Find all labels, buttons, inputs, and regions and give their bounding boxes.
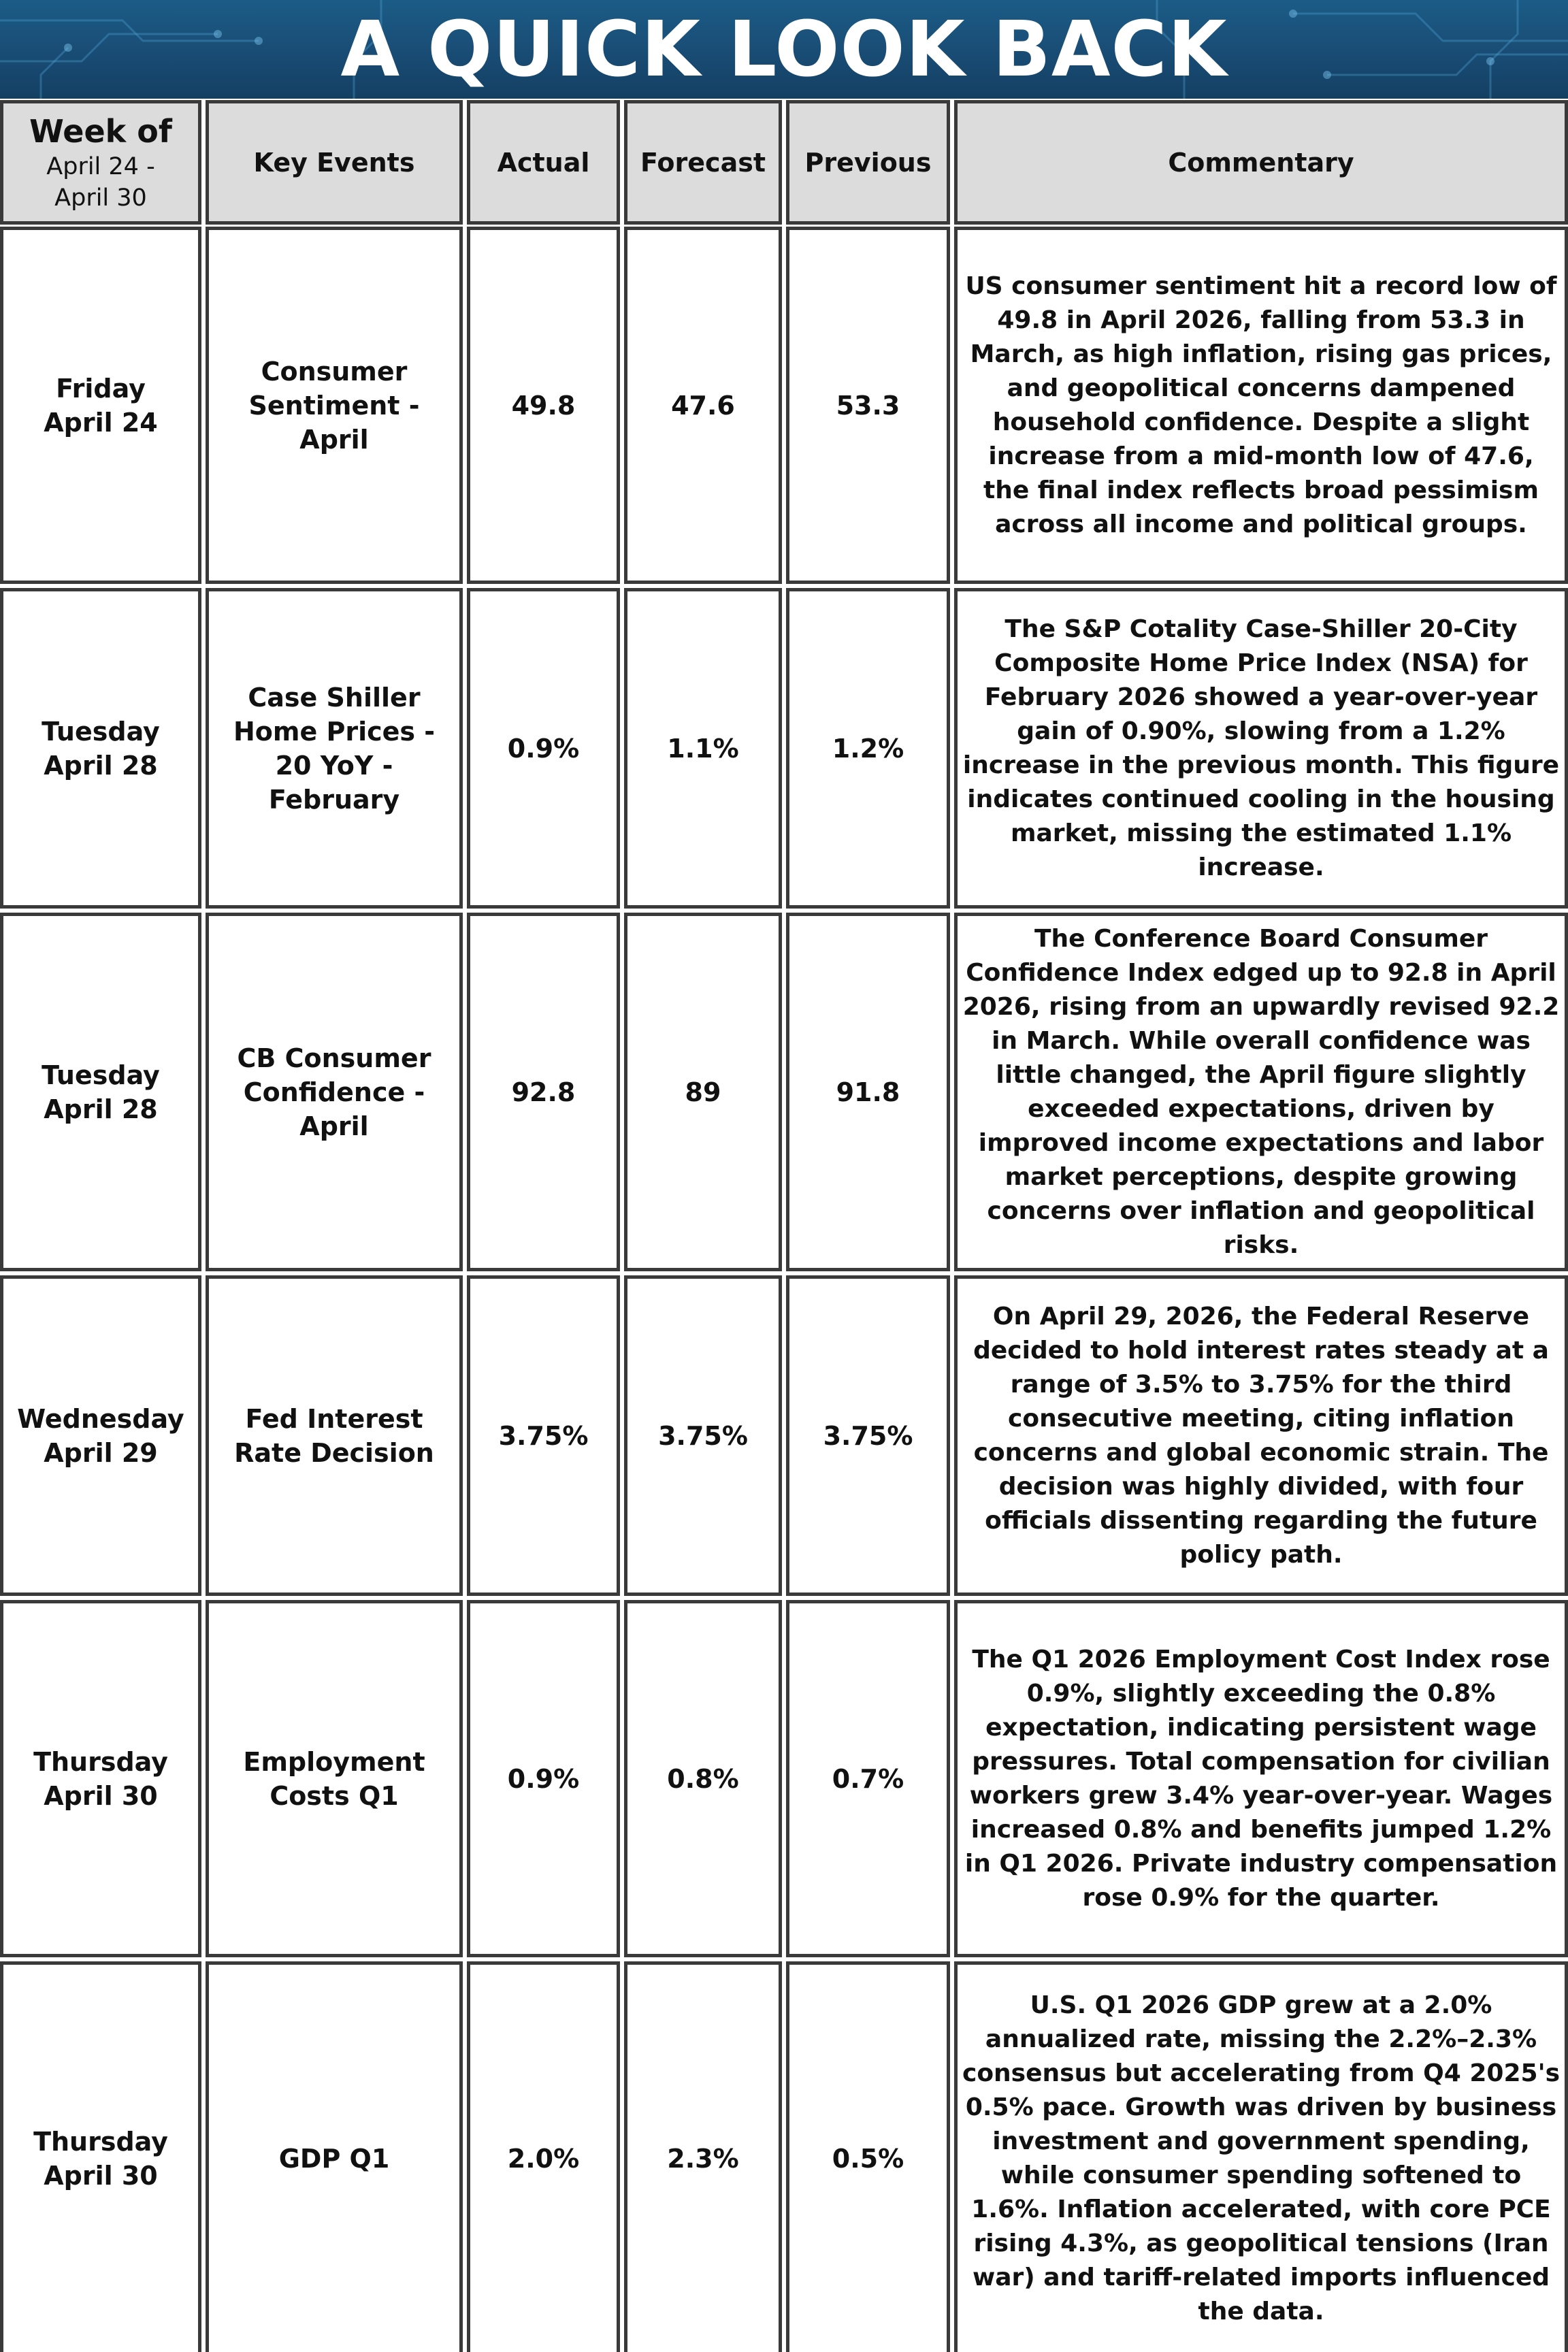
date-label: April 28 — [44, 750, 158, 781]
day-label: Tuesday — [42, 1060, 160, 1090]
table-row-1-forecast: 47.6 — [624, 227, 782, 584]
title-banner — [0, 0, 1568, 99]
table-row-4-forecast: 3.75% — [624, 1275, 782, 1596]
header-previous: Previous — [786, 100, 950, 225]
week-of-label: Week of — [29, 112, 172, 150]
date-label: April 30 — [44, 1780, 158, 1811]
day-label: Thursday — [33, 1746, 168, 1777]
table-row-4-event: Fed Interest Rate Decision — [206, 1275, 463, 1596]
week-range-start: April 24 - — [46, 152, 155, 180]
table-row-2-commentary: The S&P Cotality Case-Shiller 20-City Composite Home Price Index (NSA) for February 2026 showed a year-over-year gain of 0.90%, slowing from a 1.2% increase in the previous month. This figure indicates continued cooling in the housing market, missing the estimated 1.1% increase. — [954, 588, 1568, 909]
day-label: Wednesday — [17, 1403, 184, 1434]
table-row-2-previous: 1.2% — [786, 588, 950, 909]
header-week-of — [0, 100, 201, 225]
date-label: April 29 — [44, 1437, 158, 1468]
table-row-5-event: Employment Costs Q1 — [206, 1600, 463, 1957]
table-row-5-date — [0, 1600, 201, 1957]
week-range-end: April 30 — [54, 184, 147, 212]
header-forecast: Forecast — [624, 100, 782, 225]
table-row-4-commentary: On April 29, 2026, the Federal Reserve decided to hold interest rates steady at a range of 3.5% to 3.75% for the third consecutive meeting, citing inflation concerns and global economic strain. The decision was highly divided, with four officials dissenting regarding the future policy path. — [954, 1275, 1568, 1596]
table-row-3-forecast: 89 — [624, 913, 782, 1271]
table-row-3-actual: 92.8 — [467, 913, 620, 1271]
table-row-3-previous: 91.8 — [786, 913, 950, 1271]
table-row-4-previous: 3.75% — [786, 1275, 950, 1596]
table-row-6-commentary: U.S. Q1 2026 GDP grew at a 2.0% annualized rate, missing the 2.2%–2.3% consensus but accelerating from Q4 2025's 0.5% pace. Growth was driven by business investment and government spending, while consumer spending softened to 1.6%. Inflation accelerated, with core PCE rising 4.3%, as geopolitical tensions (Iran war) and tariff-related imports influenced the data. — [954, 1961, 1568, 2352]
table-row-2-date — [0, 588, 201, 909]
table-row-3-event: CB Consumer Confidence - April — [206, 913, 463, 1271]
table-row-2-forecast: 1.1% — [624, 588, 782, 909]
table-row-2-actual: 0.9% — [467, 588, 620, 909]
date-label: April 28 — [44, 1094, 158, 1124]
table-row-6-actual: 2.0% — [467, 1961, 620, 2352]
table-row-1-previous: 53.3 — [786, 227, 950, 584]
table-row-6-date — [0, 1961, 201, 2352]
table-row-5-actual: 0.9% — [467, 1600, 620, 1957]
day-label: Thursday — [33, 2126, 168, 2157]
page-title: A QUICK LOOK BACK — [340, 5, 1228, 94]
table-row-1-date — [0, 227, 201, 584]
date-label: April 24 — [44, 407, 158, 438]
table-row-5-commentary: The Q1 2026 Employment Cost Index rose 0.9%, slightly exceeding the 0.8% expectation, indicating persistent wage pressures. Total compensation for civilian workers grew 3.4% year-over-year. Wages increased 0.8% and benefits jumped 1.2% in Q1 2026. Private industry compensation rose 0.9% for the quarter. — [954, 1600, 1568, 1957]
day-label: Tuesday — [42, 716, 160, 747]
header-commentary: Commentary — [954, 100, 1568, 225]
table-row-3-commentary: The Conference Board Consumer Confidence Index edged up to 92.8 in April 2026, rising from an upwardly revised 92.2 in March. While overall confidence was little changed, the April figure slightly exceeded expectations, driven by improved income expectations and labor market perceptions, despite growing concerns over inflation and geopolitical risks. — [954, 913, 1568, 1271]
header-key-events: Key Events — [206, 100, 463, 225]
table-row-5-previous: 0.7% — [786, 1600, 950, 1957]
table-row-4-actual: 3.75% — [467, 1275, 620, 1596]
header-actual: Actual — [467, 100, 620, 225]
table-row-3-date — [0, 913, 201, 1271]
table-row-1-commentary: US consumer sentiment hit a record low of 49.8 in April 2026, falling from 53.3 in March, as high inflation, rising gas prices, and geopolitical concerns dampened household confidence. Despite a slight increase from a mid-month low of 47.6, the final index reflects broad pessimism across all income and political groups. — [954, 227, 1568, 584]
table-row-6-forecast: 2.3% — [624, 1961, 782, 2352]
date-label: April 30 — [44, 2160, 158, 2191]
table-row-1-event: Consumer Sentiment - April — [206, 227, 463, 584]
table-row-1-actual: 49.8 — [467, 227, 620, 584]
table-row-2-event: Case Shiller Home Prices - 20 YoY - February — [206, 588, 463, 909]
table-row-6-previous: 0.5% — [786, 1961, 950, 2352]
table-row-4-date — [0, 1275, 201, 1596]
table-row-5-forecast: 0.8% — [624, 1600, 782, 1957]
table-row-6-event: GDP Q1 — [206, 1961, 463, 2352]
day-label: Friday — [56, 373, 146, 404]
